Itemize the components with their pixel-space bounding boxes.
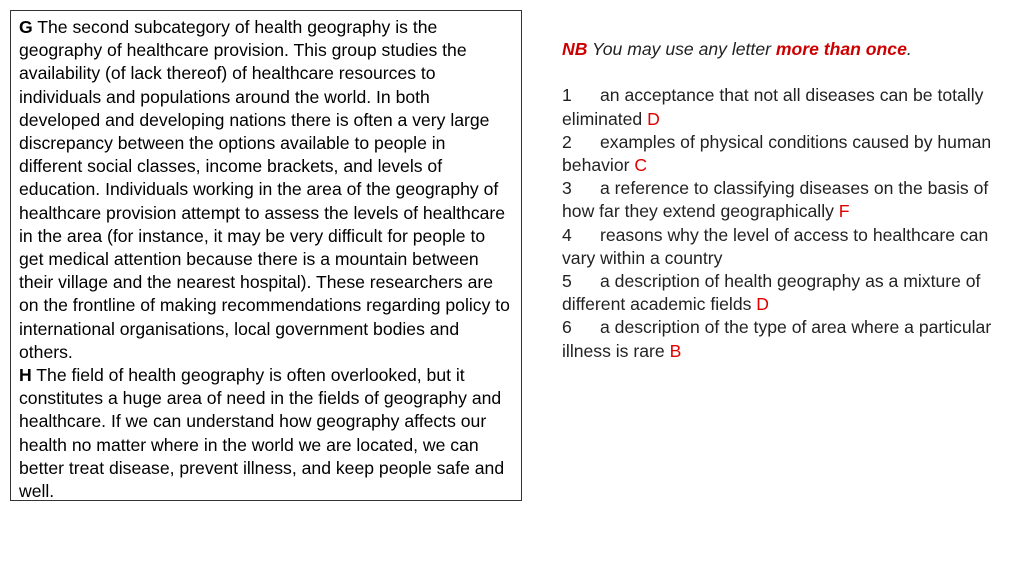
- question-item: [562, 224, 1002, 270]
- instructions-end: .: [906, 39, 912, 59]
- question-text: a description of health geography as a mixture of different academic fields: [562, 271, 981, 315]
- question-item: [562, 316, 1002, 362]
- question-item: [562, 84, 1002, 130]
- question-number: 1: [562, 85, 572, 106]
- paragraph-g: [19, 16, 513, 364]
- reading-passage: [10, 10, 522, 501]
- answer-letter: D: [756, 294, 770, 315]
- question-number: 5: [562, 271, 572, 292]
- answer-letter: D: [647, 108, 660, 129]
- paragraph-h: [19, 364, 513, 503]
- answer-letter: B: [669, 340, 682, 361]
- question-text: a reference to classifying diseases on the basis of how far they extend geographically: [562, 178, 989, 222]
- question-item: [562, 177, 1002, 223]
- answer-letter: C: [634, 155, 648, 175]
- question-number: 6: [562, 317, 572, 338]
- question-panel: [562, 38, 1002, 363]
- instructions-emphasis: more than once: [775, 39, 907, 59]
- question-text: reasons why the level of access to healthcare can vary within a country: [562, 224, 989, 268]
- paragraph-letter: G: [19, 17, 33, 37]
- question-number: 2: [562, 131, 572, 152]
- paragraph-letter: H: [19, 365, 32, 386]
- answer-letter: F: [838, 201, 850, 222]
- question-text: an acceptance that not all diseases can be totally eliminated: [562, 85, 984, 129]
- question-number: 4: [562, 224, 572, 245]
- instructions: [562, 38, 1002, 61]
- question-text: a description of the type of area where a particular illness is rare: [562, 317, 992, 361]
- question-item: [562, 131, 1002, 177]
- paragraph-text: The field of health geography is often overlooked, but it constitutes a huge area of need in the fields of geography and healthcare. If we can understand how geography affects our health no matter where in the world we are located, we can better treat disease, prevent illness, and keep people safe and well.: [19, 365, 505, 502]
- instructions-text: You may use any letter: [587, 39, 776, 59]
- question-item: [562, 270, 1002, 316]
- question-text: examples of physical conditions caused by human behavior: [562, 131, 992, 175]
- nb-label: NB: [562, 39, 588, 59]
- question-number: 3: [562, 178, 572, 199]
- paragraph-text: The second subcategory of health geography is the geography of healthcare provision. This group studies the availability (of lack thereof) of healthcare resources to individuals and populations around the world. In both developed and developing nations there is often a very large discrepancy between the options available to people in different social classes, income brackets, and levels of education. Individuals working in the area of the geography of healthcare provision attempt to assess the levels of healthcare in the area (for instance, it may be very difficult for people to get medical attention because there is a mountain between their village and the nearest hospital). These researchers are on the frontline of making recommendations regarding policy to international organisations, local government bodies and others.: [19, 17, 510, 362]
